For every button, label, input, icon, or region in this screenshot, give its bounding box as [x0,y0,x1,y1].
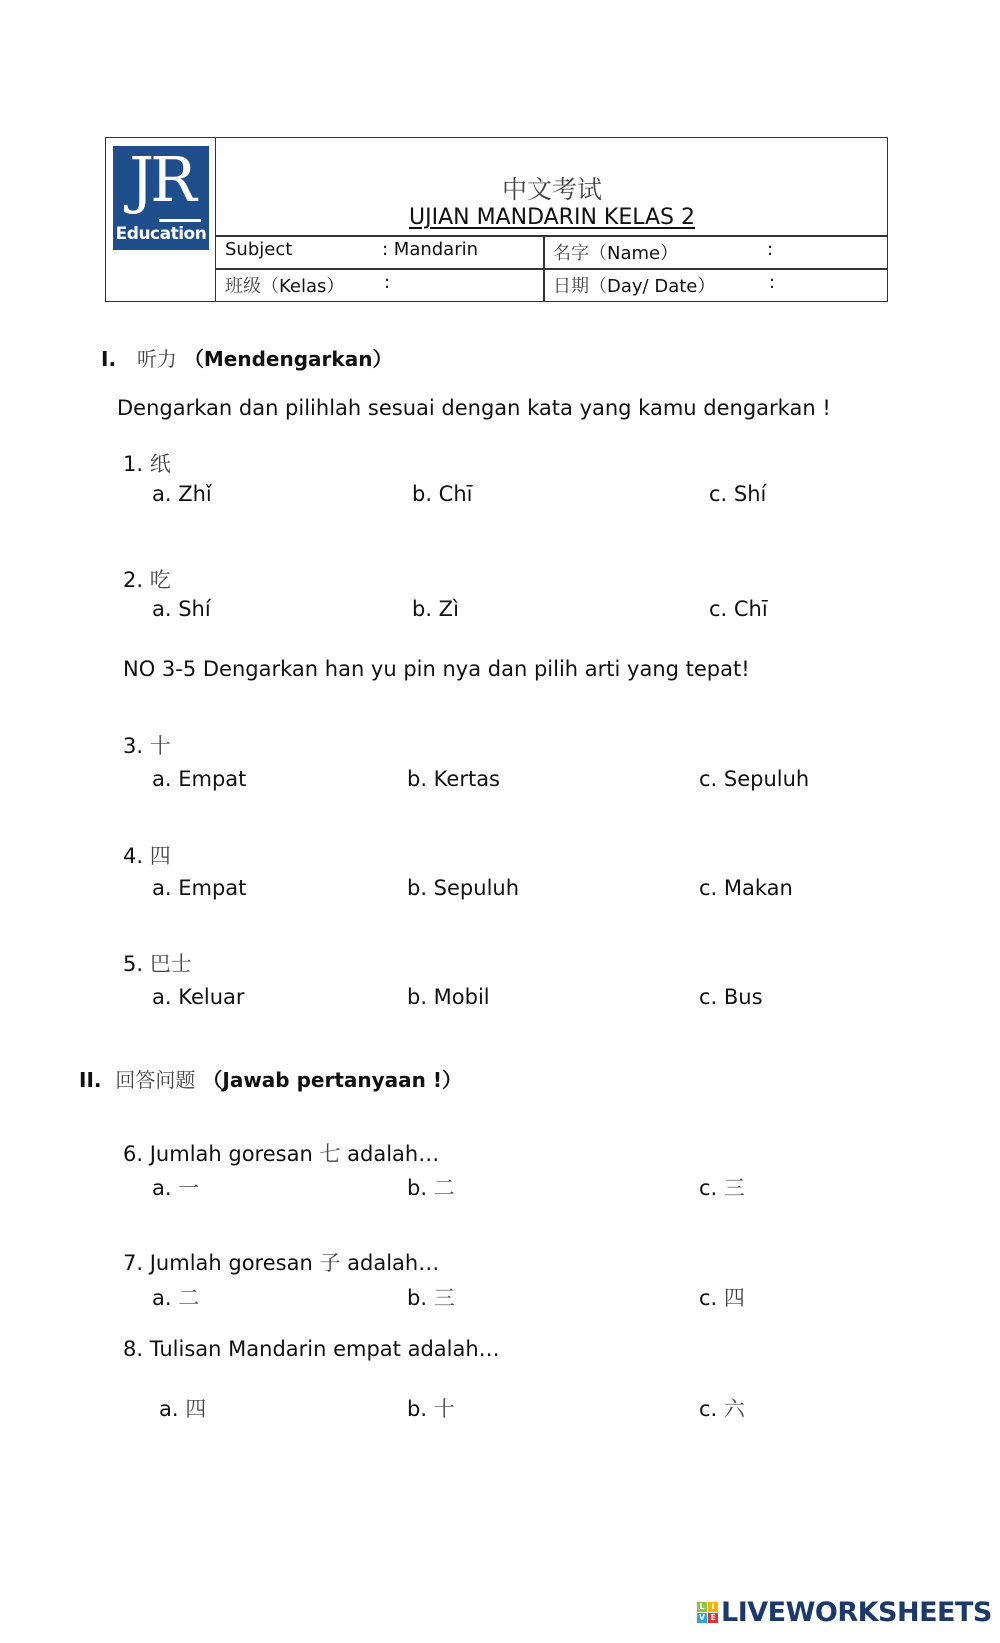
option-value: 四 [723,1286,745,1310]
block-i: I [708,1602,718,1612]
option-letter: c. [699,1397,718,1421]
option-value: 二 [178,1286,200,1310]
option-letter: a. [159,1397,179,1421]
option-letter: a. [152,1286,172,1310]
name-label-en: Name） [607,243,679,264]
q1-option-b[interactable]: b. Chī [412,482,473,506]
logo-sub-text: Education [115,224,207,244]
date-field[interactable]: : [769,272,776,293]
option-value: 四 [185,1397,207,1421]
q1-option-c[interactable]: c. Shí [709,482,767,506]
section2-numeral: II. [79,1068,102,1092]
divider [216,235,888,237]
subject-label: Subject [225,239,293,260]
q3-option-b[interactable]: b. Kertas [407,767,501,791]
class-field[interactable]: : [384,272,391,293]
question-2 [123,564,171,594]
question-number: 8. [123,1337,144,1361]
section2-heading [79,1064,462,1093]
section1-title-cn: 听力 [136,347,177,371]
block-e: E [708,1613,718,1623]
option-letter: a. [152,1176,172,1200]
q8-option-a[interactable] [159,1393,206,1423]
q6-option-b[interactable] [407,1172,455,1202]
question-text-after: adalah… [347,1142,440,1166]
question-number: 7. [123,1251,144,1275]
option-value: 六 [723,1397,745,1421]
block-l: L [697,1602,707,1612]
option-value: 十 [433,1397,455,1421]
q2-option-b[interactable]: b. Zì [412,597,459,621]
title-exam-text: UJIAN MANDARIN KELAS 2 [409,205,695,230]
class-label [225,272,344,298]
option-letter: b. [407,1286,428,1310]
divider [216,268,888,270]
class-label-en: Kelas） [279,276,345,297]
question-prompt: 巴士 [149,952,192,976]
question-prompt: 十 [149,734,171,758]
question-number: 5. [123,952,144,976]
q4-option-c[interactable]: c. Makan [699,876,793,900]
question-1 [123,448,171,478]
question-text: Jumlah goresan [149,1142,313,1166]
question-text: Jumlah goresan [149,1251,313,1275]
section1-title-en: （Mendengarkan） [183,347,393,371]
q2-option-a[interactable]: a. Shí [152,597,211,621]
liveworksheets-logo[interactable] [697,1596,992,1628]
name-field[interactable]: : [767,239,774,260]
question-char: 子 [319,1251,341,1275]
q3-option-c[interactable]: c. Sepuluh [699,767,810,791]
option-letter: c. [699,1176,718,1200]
q8-option-c[interactable] [699,1393,745,1423]
class-label-cn: 班级（ [225,276,279,297]
option-letter: b. [407,1176,428,1200]
divider [543,235,545,302]
date-label [553,272,715,298]
section1-sub-instruction: NO 3-5 Dengarkan han yu pin nya dan pilih arti yang tepat! [123,657,750,681]
section1-instruction: Dengarkan dan pilihlah sesuai dengan kata yang kamu dengarkan ! [117,396,831,420]
question-number: 2. [123,568,144,592]
q7-option-a[interactable] [152,1282,199,1312]
question-number: 4. [123,844,144,868]
question-char: 七 [319,1142,341,1166]
question-prompt: 四 [149,844,171,868]
question-4 [123,840,171,870]
q5-option-c[interactable]: c. Bus [699,985,763,1009]
jr-education-logo [113,143,209,250]
option-letter: c. [699,1286,718,1310]
q5-option-b[interactable]: b. Mobil [407,985,490,1009]
q3-option-a[interactable]: a. Empat [152,767,247,791]
section1-heading [101,343,392,372]
option-value: 三 [433,1286,455,1310]
question-prompt: 纸 [149,452,171,476]
title-exam [216,205,888,230]
option-value: 二 [433,1176,455,1200]
section2-title-cn: 回答问题 [115,1068,196,1092]
q4-option-b[interactable]: b. Sepuluh [407,876,520,900]
q7-option-b[interactable] [407,1282,455,1312]
name-label [553,239,678,265]
live-blocks-icon [697,1602,718,1623]
option-value: 一 [178,1176,200,1200]
title-chinese: 中文考试 [501,175,602,204]
q5-option-a[interactable]: a. Keluar [152,985,245,1009]
question-3 [123,730,171,760]
question-number: 6. [123,1142,144,1166]
logo-underline [159,219,201,222]
q8-option-b[interactable] [407,1393,455,1423]
question-5 [123,948,192,978]
date-label-cn: 日期（ [553,276,607,297]
q2-option-c[interactable]: c. Chī [709,597,768,621]
option-letter: b. [407,1397,428,1421]
q6-option-c[interactable] [699,1172,745,1202]
section2-title-en: （Jawab pertanyaan !） [202,1068,462,1092]
section1-numeral: I. [101,347,117,371]
q1-option-a[interactable]: a. Zhǐ [152,482,212,506]
name-label-cn: 名字（ [553,243,607,264]
question-7 [123,1247,439,1277]
question-text-after: adalah… [347,1251,440,1275]
question-text: Tulisan Mandarin empat adalah… [149,1337,500,1361]
option-value: 三 [723,1176,745,1200]
date-label-en: Day/ Date） [607,276,716,297]
question-8 [123,1337,500,1361]
question-number: 1. [123,452,144,476]
logo-main-text: JR [129,143,193,216]
q4-option-a[interactable]: a. Empat [152,876,247,900]
question-number: 3. [123,734,144,758]
q7-option-c[interactable] [699,1282,745,1312]
subject-value: : Mandarin [382,239,479,260]
block-v: V [698,1612,706,1622]
q6-option-a[interactable] [152,1172,199,1202]
question-prompt: 吃 [149,568,171,592]
question-6 [123,1138,439,1168]
brand-text: LIVEWORKSHEETS [721,1596,992,1628]
